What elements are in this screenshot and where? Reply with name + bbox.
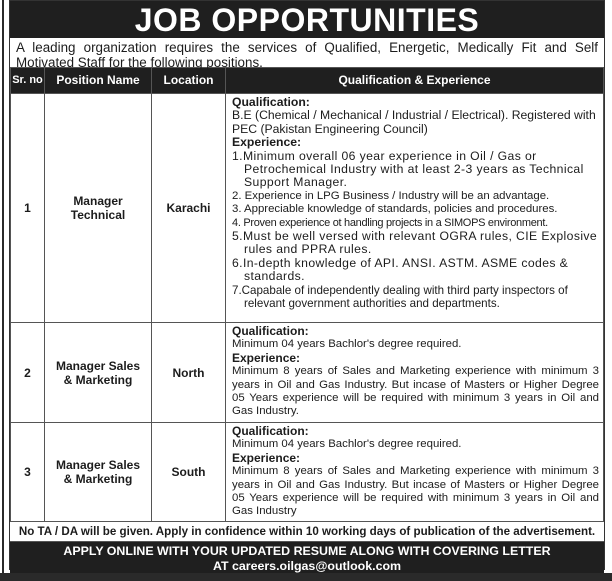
experience-item: 1.Minimum overall 06 year experience in Oil / Gas or Petrochemical Industry with at least 2-3 years as Technical Support Manager.: [232, 148, 584, 190]
qualification-label: Qualification:: [232, 95, 310, 109]
qualification-text: Minimum 04 years Bachlor's degree required.: [232, 438, 462, 451]
location: South: [152, 423, 226, 522]
ad-title: JOB OPPORTUNITIES: [10, 1, 604, 38]
experience-item: 5.Must be well versed with relevant OGRA rules, CIE Explosive rules and PPRA rules.: [232, 229, 598, 257]
application-note: No TA / DA will be given. Apply in confidence within 10 working days of publication of the advertisement.: [10, 522, 604, 542]
table-header-row: [11, 68, 604, 94]
experience-label: Experience:: [232, 450, 301, 465]
location: Karachi: [152, 94, 226, 323]
location: North: [152, 323, 226, 423]
experience-item: 7.Capabale of independently dealing with third party inspectors of relevant government authorities and departments.: [232, 283, 568, 311]
qualification-label: Qualification:: [232, 424, 309, 438]
experience-label: Experience:: [232, 350, 301, 365]
table-row: [11, 94, 604, 323]
sr-no: 1: [11, 94, 45, 323]
outer-frame-line: [2, 0, 4, 581]
table-row: [11, 323, 604, 423]
header-qualification-experience: Qualification & Experience: [226, 68, 604, 94]
header-position-name: Position Name: [45, 68, 152, 94]
position-name: Manager Sales & Marketing: [45, 323, 152, 423]
experience-text: Minimum 8 years of Sales and Marketing experience with minimum 3 years in Oil and Gas Industry. But incase of Masters or Higher Degree 05 Years experience will be required with minimum 3 years in Oil and Gas Industry.: [232, 365, 599, 418]
experience-label: Experience:: [232, 135, 302, 150]
qualification-text: Minimum 04 years Bachlor's degree required.: [232, 338, 462, 351]
intro-text: A leading organization requires the services of Qualified, Energetic, Medically Fit and Self Motivated Staff for the following positions.: [16, 40, 598, 70]
qualification-text: B.E (Chemical / Mechanical / Industrial / Electrical). Registered with PEC (Pakistan Engineering Council): [232, 108, 596, 136]
header-location: Location: [152, 68, 226, 94]
experience-item: 6.In-depth knowledge of API. ANSI. ASTM. ASME codes & standards.: [232, 255, 569, 284]
positions-table: [10, 67, 604, 522]
experience-text: Minimum 8 years of Sales and Marketing experience with minimum 3 years in Oil and Gas Industry. But incase of Masters or Higher Degree 05 Years experience will be required with minimum 3 years in Oil and Gas Industry: [232, 465, 599, 518]
table-row: [11, 423, 604, 522]
apply-email[interactable]: AT careers.oilgas@outlook.com: [212, 558, 402, 573]
apply-instructions: [10, 542, 604, 576]
experience-item: 2. Experience in LPG Business / Industry will be an advantage.: [232, 189, 550, 202]
bottom-frame-bar: [0, 573, 612, 581]
qualification-experience: [226, 423, 604, 522]
header-sr-no: Sr. no: [11, 68, 45, 94]
apply-line: APPLY ONLINE WITH YOUR UPDATED RESUME ALONG WITH COVERING LETTER: [63, 543, 551, 558]
position-name: Manager Sales & Marketing: [45, 423, 152, 522]
position-name: Manager Technical: [45, 94, 152, 323]
experience-item: 4. Proven experience ot handling projects in a SIMOPS environment.: [232, 216, 548, 229]
qualification-experience: [226, 323, 604, 423]
qualification-label: Qualification:: [232, 324, 309, 338]
sr-no: 2: [11, 323, 45, 423]
experience-item: 3. Appreciable knowledge of standards, policies and procedures.: [232, 203, 558, 216]
job-advertisement: [9, 0, 605, 573]
sr-no: 3: [11, 423, 45, 522]
qualification-experience: [226, 94, 604, 323]
